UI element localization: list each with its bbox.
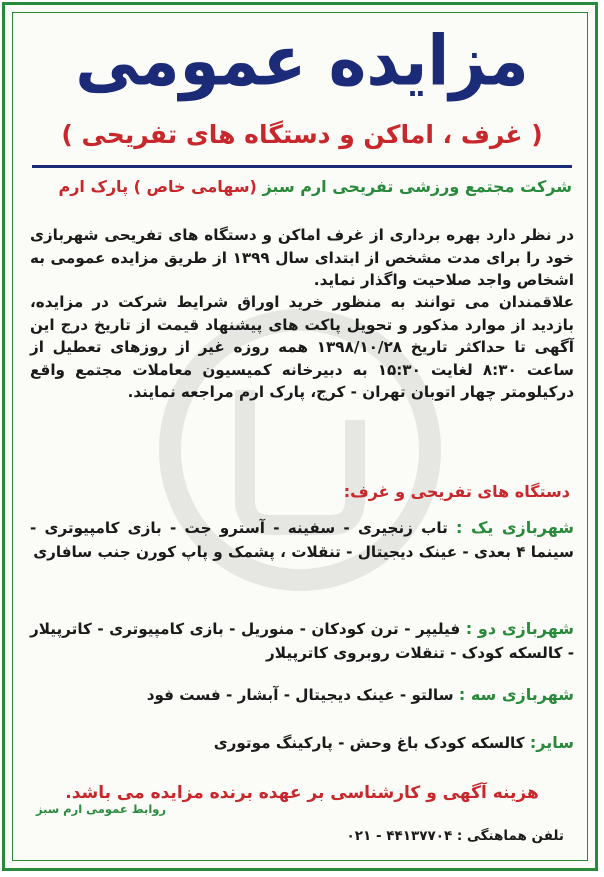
phone-number: ۴۴۱۳۷۷۰۴ - ۰۲۱ bbox=[346, 828, 453, 844]
company-name: شرکت مجتمع ورزشی تفریحی ارم سبز bbox=[262, 177, 572, 196]
list-item-other bbox=[30, 731, 574, 755]
list-item-park-two bbox=[30, 617, 574, 665]
phone-label: تلفن هماهنگی : bbox=[456, 828, 564, 844]
page-title: مزایده عمومی bbox=[75, 22, 529, 102]
list-item-park-three bbox=[30, 683, 574, 707]
item-label: شهربازی سه : bbox=[458, 685, 574, 704]
devices-heading: دستگاه های تفریحی و غرف: bbox=[343, 482, 570, 501]
conditions-paragraph: علاقمندان می توانند به منظور خرید اوراق شرایط شرکت در مزایده، بازدید از موارد مذکور و تحویل پاکت های پیشنهاد قیمت از تاریخ درج این آگهی تا حداکثر تاریخ ۱۳۹۸/۱۰/۲۸ همه روزه غیر از روزهای تعطیل از ساعت ۸:۳۰ لغایت ۱۵:۳۰ به دبیرخانه کمیسیون معاملات مجتمع واقع درکیلومتر چهار اتوبان تهران - کرج، پارک ارم مراجعه نمایند. bbox=[30, 293, 574, 401]
contact-phone bbox=[347, 826, 564, 846]
public-relations-signature: روابط عمومی ارم سبز bbox=[36, 802, 167, 816]
company-line bbox=[58, 176, 572, 198]
list-item-park-one bbox=[30, 516, 574, 564]
item-label: شهربازی یک : bbox=[456, 518, 574, 537]
title-divider bbox=[32, 165, 572, 168]
item-text: سالتو - عینک دیجیتال - آبشار - فست فود bbox=[146, 686, 454, 704]
item-text: فیلیپر - ترن کودکان - منوریل - بازی کامپیوتری - کاترپیلار - کالسکه کودک - تنقلات روبروی کاترپیلار bbox=[30, 620, 574, 662]
company-type: (سهامی خاص ) پارک ارم bbox=[58, 177, 257, 196]
item-text: تاب زنجیری - سفینه - آسترو جت - بازی کامپیوتری - سینما ۴ بعدی - عینک دیجیتال - تنقلات ، پشمک و پاپ کورن جنب سافاری bbox=[30, 519, 574, 561]
intro-paragraph: در نظر دارد بهره برداری از غرف اماکن و دستگاه های تفریحی شهربازی خود را برای مدت مشخص از ابتدای سال ۱۳۹۹ از طریق مزایده عمومی به اشخاص واجد صلاحیت واگذار نماید. bbox=[30, 226, 574, 289]
item-label: شهربازی دو : bbox=[465, 619, 574, 638]
cost-note: هزینه آگهی و کارشناسی بر عهده برنده مزایده می باشد. bbox=[65, 783, 539, 803]
page-subtitle: ( غرف ، اماکن و دستگاه های تفریحی ) bbox=[61, 120, 543, 149]
item-text: کالسکه کودک باغ وحش - پارکینگ موتوری bbox=[213, 734, 525, 752]
item-label: سایر: bbox=[529, 733, 574, 752]
